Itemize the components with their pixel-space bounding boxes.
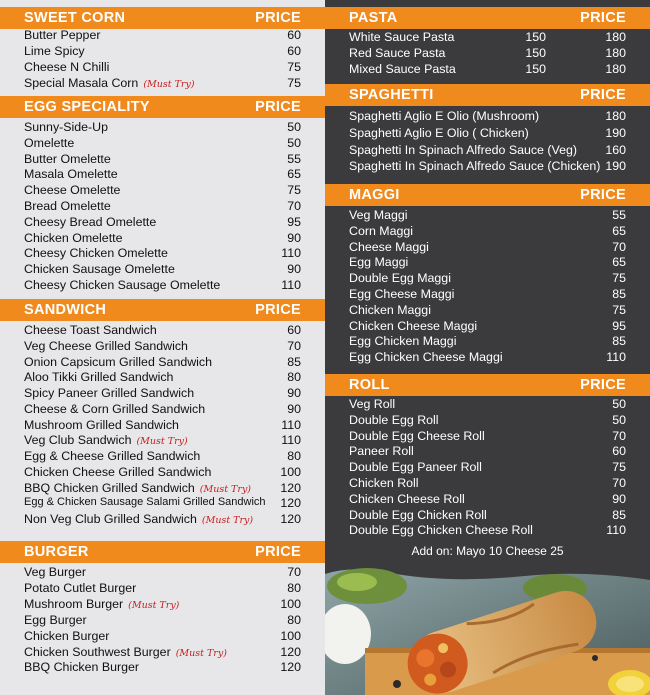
item-price: 95 [612,318,626,333]
item-name-text: Chicken Roll [349,476,419,490]
item-price: 65 [612,255,626,270]
item-name [24,418,179,432]
item-price: 110 [281,417,301,432]
item-name-text: Mixed Sauce Pasta [349,61,456,76]
item-price: 75 [612,302,626,317]
item-name-text: Chicken Southwest Burger [24,644,171,659]
section-header-maggi [325,184,650,206]
menu-item [325,492,650,508]
must-try-tag: (Must Try) [199,483,252,495]
item-price: 80 [287,612,301,627]
menu-item [0,433,325,449]
item-name-text: Masala Omelette [24,167,118,182]
item-price: 50 [287,135,301,150]
item-name-text: Spaghetti Aglio E Olio ( Chicken) [349,125,529,140]
menu-item [0,246,325,262]
menu-item [325,224,650,240]
item-name [24,231,122,245]
section-title: PASTA [349,10,398,26]
item-name-text: Omelette [24,135,75,150]
item-price: 70 [287,565,301,579]
item-name-text: Double Egg Cheese Roll [349,428,485,443]
item-name-text: Cheese N Chilli [24,59,110,74]
item-name-text: Chicken Cheese Maggi [349,318,478,333]
item-name [24,152,111,166]
item-name [349,62,456,76]
item-price: 70 [287,338,301,353]
menu-item [0,120,325,136]
item-name-text: Veg Roll [349,397,396,411]
section-title: SWEET CORN [24,10,126,26]
item-name-text: Chicken Cheese Grilled Sandwich [24,464,212,479]
section-header-roll [325,374,650,396]
item-name-text: Spaghetti In Spinach Alfredo Sauce (Chicken) [349,159,601,174]
item-name-text: Non Veg Club Grilled Sandwich [24,512,197,526]
menu-item [0,60,325,76]
price-column-label: PRICE [255,302,301,318]
item-name-text: Chicken Burger [24,628,110,643]
menu-item [325,255,650,271]
item-price: 180 [605,30,626,44]
menu-item [0,613,325,629]
item-price: 50 [612,397,626,411]
item-price: 95 [287,214,301,229]
item-name-text: Corn Maggi [349,223,414,238]
item-name-text: Special Masala Corn [24,75,139,90]
item-name-text: Sunny-Side-Up [24,120,109,134]
menu-item [0,28,325,44]
item-name [349,334,456,348]
item-price: 70 [612,476,626,490]
item-name [24,496,266,508]
menu-item [0,44,325,60]
item-price: 65 [287,167,301,182]
menu-item [325,46,650,62]
item-name-text: Cheesy Chicken Sausage Omelette [24,278,221,292]
item-name-text: Chicken Maggi [349,302,431,317]
item-name-text: Chicken Sausage Omelette [24,262,175,277]
item-price: 80 [287,449,301,463]
must-try-tag: (Must Try) [201,515,254,526]
item-name-text: Onion Capsicum Grilled Sandwich [24,354,213,369]
item-price: 65 [612,223,626,238]
item-name [24,60,109,74]
item-price: 90 [287,230,301,245]
menu-item [0,278,325,294]
must-try-tag: (Must Try) [143,78,195,90]
item-price: 85 [287,354,301,369]
item-name-text: Double Egg Chicken Roll [349,507,487,522]
item-name [24,386,194,400]
item-price: 90 [287,386,301,400]
item-price: 190 [605,159,626,174]
item-price: 110 [281,278,301,292]
menu-item [0,323,325,339]
menu-item [0,215,325,231]
menu-item [325,303,650,319]
menu-item [0,481,325,497]
menu-item [325,30,650,46]
item-name [24,629,109,643]
item-price: 70 [612,239,626,254]
item-name [24,262,175,276]
item-price: 60 [287,323,301,337]
item-name [349,287,454,301]
price-column-label: PRICE [580,377,626,393]
item-name-text: BBQ Chicken Burger [24,660,140,675]
item-price-half: 150 [525,45,546,60]
item-price: 75 [287,183,301,198]
item-name-text: Veg Cheese Grilled Sandwich [24,338,188,353]
menu-item [0,386,325,402]
price-column-label: PRICE [580,10,626,26]
item-price: 50 [287,120,301,134]
price-column-label: PRICE [580,187,626,203]
menu-item [325,143,650,159]
item-name-text: Cheesy Bread Omelette [24,214,157,229]
menu-item [0,339,325,355]
price-column-label: PRICE [580,87,626,103]
item-price: 75 [287,59,301,74]
item-price: 80 [287,580,301,595]
menu-item [325,62,650,78]
item-price: 70 [287,199,301,213]
item-name-text: Spicy Paneer Grilled Sandwich [24,386,195,400]
item-name-text: Spaghetti Aglio E Olio (Mushroom) [349,109,540,123]
menu-item [0,512,325,528]
item-name [349,319,477,333]
item-price: 60 [287,43,301,58]
section-header-sweet [0,7,325,29]
section-header-sandwich [0,299,325,321]
item-name [349,413,439,427]
must-try-tag: (Must Try) [136,436,188,448]
item-name [349,476,419,490]
item-name [349,429,485,443]
menu-item [0,76,325,92]
item-name [349,143,577,157]
item-price: 90 [612,491,626,506]
roll-food-photo [325,566,650,695]
item-name-text: Cheese Maggi [349,239,429,254]
item-name [24,44,85,58]
item-price: 50 [612,412,626,427]
item-name [24,278,220,292]
menu-item [325,350,650,366]
item-name [349,303,431,317]
section-header-pasta [325,7,650,29]
item-price: 190 [605,125,626,140]
item-name [349,30,454,44]
section-title: MAGGI [349,187,400,203]
item-name-text: Double Egg Paneer Roll [349,460,482,475]
item-name [349,126,529,140]
item-name-text: Lime Spicy [24,43,85,58]
item-price: 110 [281,246,301,261]
item-name [349,109,539,123]
price-column-label: PRICE [255,10,301,26]
item-name [349,224,413,238]
menu-item [0,136,325,152]
item-name [349,240,429,254]
item-name [24,28,100,42]
item-name-text: Chicken Omelette [24,230,123,245]
item-name [24,370,173,384]
item-name [24,246,168,260]
item-price: 55 [612,208,626,222]
item-name-text: BBQ Chicken Grilled Sandwich [24,480,195,495]
menu-item [0,597,325,613]
item-name-text: Paneer Roll [349,444,414,459]
section-title: BURGER [24,544,89,560]
item-name-text: Egg & Chicken Sausage Salami Grilled Sandwich [24,496,266,509]
item-name-text: Double Egg Maggi [349,271,451,286]
menu-item [0,496,325,512]
item-price: 110 [606,350,626,365]
item-name [24,215,156,229]
section-title: ROLL [349,377,390,393]
item-price: 85 [612,287,626,301]
menu-item [325,508,650,524]
item-price: 55 [287,151,301,166]
menu-item [0,167,325,183]
item-name [349,159,600,173]
item-name [349,508,487,522]
menu-item [325,126,650,142]
item-price: 120 [280,644,301,659]
item-name [24,183,120,197]
item-name [349,208,408,222]
menu-item [0,629,325,645]
item-price: 85 [612,334,626,349]
item-name [349,271,451,285]
section-title: EGG SPECIALITY [24,99,150,115]
item-price: 80 [287,370,301,385]
item-name-text: White Sauce Pasta [349,30,455,44]
item-name [24,565,86,579]
item-name-text: Cheese Toast Sandwich [24,323,157,337]
item-name-text: Red Sauce Pasta [349,45,446,60]
item-name [349,492,465,506]
item-name [24,120,108,134]
item-name [24,481,251,495]
item-name-text: Veg Burger [24,565,86,579]
item-price: 180 [605,45,626,60]
item-name-text: Butter Pepper [24,28,101,42]
must-try-tag: (Must Try) [128,599,180,611]
menu-item [0,565,325,581]
section-header-burger [0,541,325,563]
item-name [24,355,212,369]
item-name-text: Potato Cutlet Burger [24,580,137,595]
item-name [349,460,482,474]
item-name [24,323,157,337]
menu-item [0,370,325,386]
section-header-egg [0,96,325,118]
item-name-text: Mushroom Grilled Sandwich [24,417,179,432]
item-name-text: Egg & Cheese Grilled Sandwich [24,449,201,463]
item-name-text: Aloo Tikki Grilled Sandwich [24,370,174,385]
item-price: 90 [287,401,301,416]
menu-item [0,449,325,465]
item-price: 75 [287,75,301,90]
item-name [24,465,211,479]
menu-item [0,581,325,597]
item-name [24,613,87,627]
item-price: 100 [280,596,301,611]
menu-item [0,183,325,199]
item-name-text: Egg Maggi [349,255,409,270]
price-column-label: PRICE [255,99,301,115]
item-price: 70 [612,428,626,443]
item-name [349,397,395,411]
menu-item [0,660,325,676]
menu-item [325,271,650,287]
item-price: 60 [612,444,626,459]
item-name-text: Butter Omelette [24,151,111,166]
menu-item [325,287,650,303]
item-price-half: 150 [525,61,546,76]
item-name [24,199,111,213]
menu-item [325,429,650,445]
item-name [349,444,414,458]
item-name-text: Double Egg Chicken Cheese Roll [349,523,533,538]
item-price: 120 [280,496,301,511]
section-header-spaghetti [325,84,650,106]
item-price: 120 [280,512,301,526]
item-price: 85 [612,507,626,522]
section-title: SPAGHETTI [349,87,434,103]
item-name [24,645,227,659]
menu-item [325,413,650,429]
item-name [349,350,503,364]
menu-item [0,645,325,661]
item-name-text: Cheesy Chicken Omelette [24,246,168,261]
item-name-text: Veg Maggi [349,208,408,222]
item-name-text: Cheese Omelette [24,183,121,198]
item-name-text: Mushroom Burger [24,596,124,611]
item-price: 110 [606,523,626,538]
menu-item [325,334,650,350]
menu-item [325,460,650,476]
item-price: 75 [612,460,626,475]
item-name-text: Double Egg Roll [349,412,439,427]
menu-item [325,444,650,460]
item-name-text: Egg Chicken Maggi [349,334,457,349]
item-price: 110 [281,433,301,448]
menu-item [0,465,325,481]
menu-item [325,476,650,492]
item-name-text: Egg Chicken Cheese Maggi [349,350,503,365]
item-price: 180 [605,109,626,123]
item-name-text: Bread Omelette [24,199,111,213]
item-price: 180 [605,61,626,76]
menu-item [0,152,325,168]
menu-item [0,355,325,371]
item-name [349,523,533,537]
section-title: SANDWICH [24,302,107,318]
item-price-half: 150 [525,30,546,44]
menu-item [325,397,650,413]
item-name-text: Chicken Cheese Roll [349,491,465,506]
price-column-label: PRICE [255,544,301,560]
item-price: 90 [287,262,301,277]
menu-item [325,159,650,175]
menu-item [325,523,650,539]
item-price: 120 [280,660,301,675]
item-name [24,581,136,595]
item-name-text: Cheese & Corn Grilled Sandwich [24,401,206,416]
item-price: 160 [605,142,626,157]
item-name [24,167,118,181]
item-name [24,433,188,447]
menu-item [0,231,325,247]
menu-item [325,319,650,335]
item-price: 100 [280,628,301,643]
menu-item [0,262,325,278]
item-name [24,402,205,416]
roll-addon-note: Add on: Mayo 10 Cheese 25 [411,544,564,558]
must-try-tag: (Must Try) [175,647,227,659]
item-name [24,512,253,526]
item-name [24,339,188,353]
menu-item [325,240,650,256]
menu-item [325,109,650,125]
item-price: 120 [280,480,301,495]
item-name [24,449,200,463]
item-name-text: Egg Burger [24,612,87,627]
item-name [349,255,408,269]
menu-item [0,199,325,215]
item-price: 60 [287,28,301,42]
item-price: 75 [612,271,626,286]
item-price: 100 [280,464,301,479]
item-name [24,597,179,611]
item-name [349,46,445,60]
item-name-text: Veg Club Sandwich [24,433,132,448]
item-name [24,136,74,150]
menu-item [0,402,325,418]
item-name [24,660,139,674]
item-name [24,76,195,90]
item-name-text: Egg Cheese Maggi [349,287,455,301]
item-name-text: Spaghetti In Spinach Alfredo Sauce (Veg) [349,142,578,157]
menu-item [0,418,325,434]
menu-item [325,208,650,224]
